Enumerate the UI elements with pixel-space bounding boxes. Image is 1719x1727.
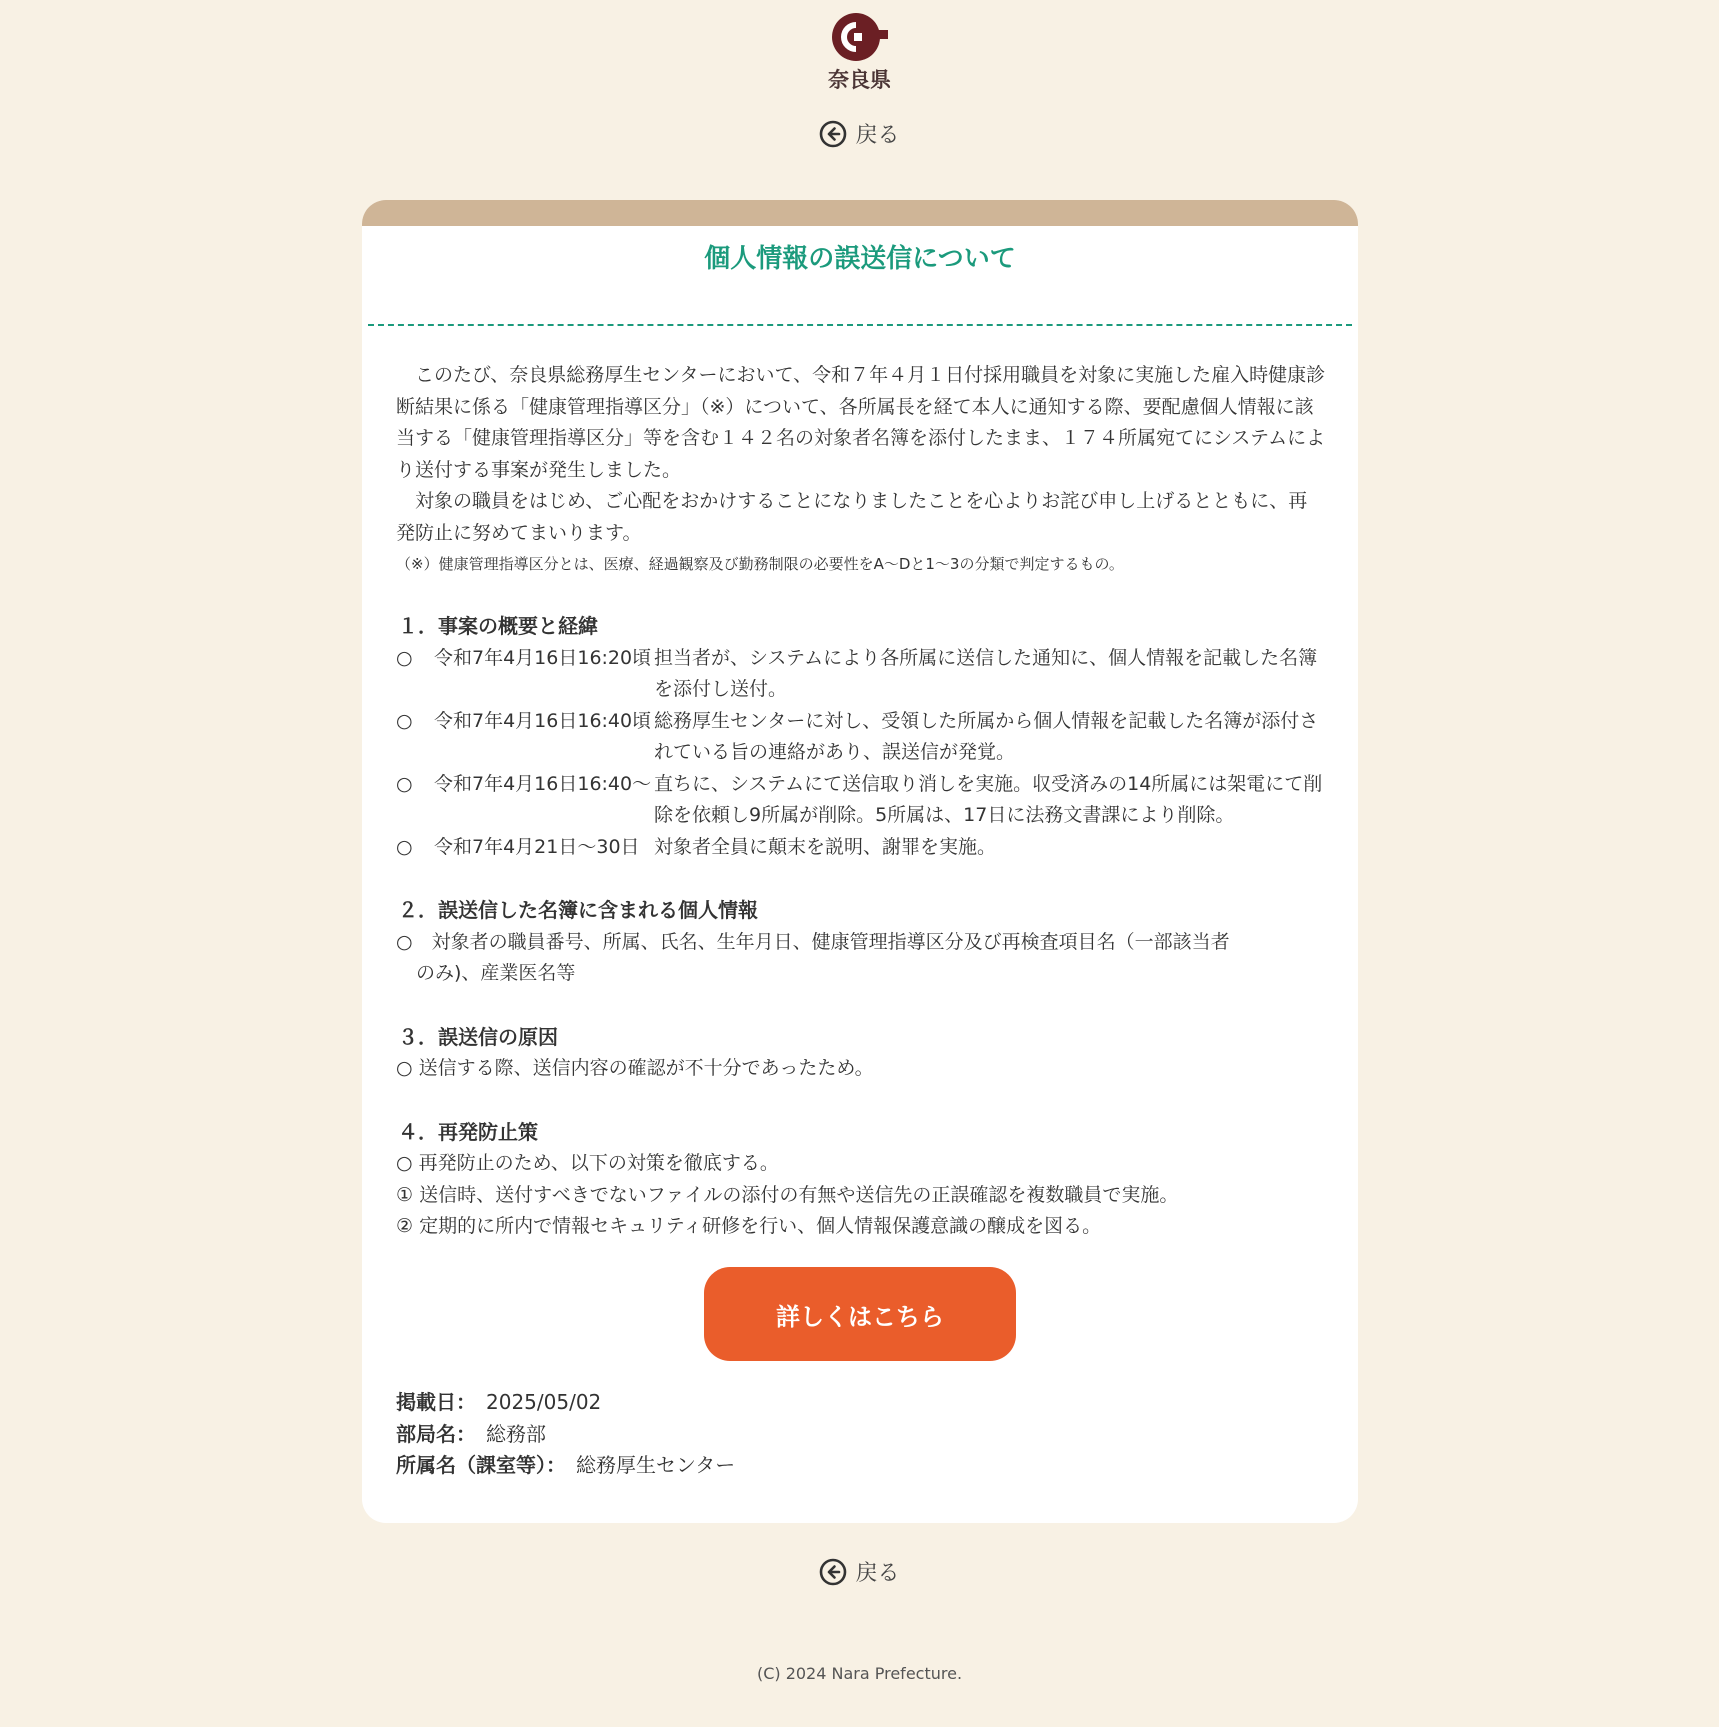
circle-arrow-left-icon [819,1558,847,1586]
timeline-bullet: ○ [396,709,413,732]
section-2-line: のみ)、産業医名等 [416,962,576,984]
intro-paragraph-1: このたび、奈良県総務厚生センターにおいて、令和７年４月１日付採用職員を対象に実施した雇入時健康診断結果に係る「健康管理指導区分」（※）について、各所属長を経て本人に通知する際、要配慮個人情報に該当する「健康管理指導区分」等を含む１４２名の対象者名簿を添付したまま、１７４所属宛てにシステムにより送付する事案が発生しました。 [396,364,1326,481]
article-title: 個人情報の誤送信について [704,244,1016,274]
department-label: 部局名： [396,1421,476,1446]
section-3-heading: ３．誤送信の原因 [398,1024,558,1049]
timeline-date: 令和7年4月21日〜30日 [434,835,640,858]
posted-date-label: 掲載日： [396,1390,476,1414]
timeline-bullet: ○ [396,646,413,669]
logo-name[interactable]: 奈良県 [828,68,891,92]
timeline-text: 総務厚生センターに対し、受領した所属から個人情報を記載した名簿が添付されている旨の連絡があり、誤送信が発覚。 [654,709,1319,763]
card-top-band [362,200,1358,226]
note-text: （※）健康管理指導区分とは、医療、経過観察及び勤務制限の必要性をA〜Dと1〜3の分類で判定するもの。 [396,555,1124,573]
intro-paragraph-2: 対象の職員をはじめ、ご心配をおかけすることになりましたことを心よりお詫び申し上げるとともに、再発防止に努めてまいります。 [396,490,1308,544]
posted-date-value: 2025/05/02 [486,1390,602,1414]
section-4-line: ○ 再発防止のため、以下の対策を徹底する。 [396,1152,779,1174]
section-2-heading: ２．誤送信した名簿に含まれる個人情報 [398,898,758,922]
section-2-line: ○ 対象者の職員番号、所属、氏名、生年月日、健康管理指導区分及び再検査項目名（一部該当者 [396,930,1230,953]
timeline-text: 対象者全員に顛末を説明、謝罪を実施。 [654,835,997,858]
timeline-date: 令和7年4月16日16:20頃 [434,646,652,669]
section-4-heading: ４．再発防止策 [398,1119,538,1144]
timeline-row [396,643,1326,706]
back-label: 戻る [855,123,900,148]
office-label: 所属名（課室等）： [396,1453,566,1477]
back-link-top[interactable] [0,118,1719,154]
copyright: (C) 2024 Nara Prefecture. [756,1664,963,1683]
details-button[interactable]: 詳しくはこちら [704,1267,1016,1361]
back-link-bottom[interactable] [0,1556,1719,1592]
section-3-line: ○ 送信する際、送信内容の確認が不十分であったため。 [396,1057,874,1079]
timeline-row [396,706,1326,769]
timeline-date: 令和7年4月16日16:40〜 [434,772,652,795]
section-4-line: ① 送信時、送付すべきでないファイルの添付の有無や送信先の正誤確認を複数職員で実施。 [396,1183,1179,1206]
article-body [396,360,1326,1243]
timeline-date: 令和7年4月16日16:40頃 [434,709,652,732]
timeline-bullet: ○ [396,835,413,858]
section-1-heading: １．事案の概要と経緯 [398,614,598,638]
timeline-row [396,832,1326,864]
timeline-row [396,769,1326,832]
title-divider [368,324,1352,326]
back-label: 戻る [855,1561,900,1586]
timeline-bullet: ○ [396,772,413,795]
article-meta [396,1387,1326,1482]
timeline-text: 担当者が、システムにより各所属に送信した通知に、個人情報を記載した名簿を添付し送付。 [654,646,1318,700]
circle-arrow-left-icon [819,120,847,148]
timeline-text: 直ちに、システムにて送信取り消しを実施。収受済みの14所属には架電にて削除を依頼し9所属が削除。5所属は、17日に法務文書課により削除。 [654,772,1323,826]
office-value: 総務厚生センター [576,1453,736,1477]
section-4-line: ② 定期的に所内で情報セキュリティ研修を行い、個人情報保護意識の醸成を図る。 [396,1215,1102,1237]
nara-logo-icon[interactable] [830,12,892,62]
article-card [362,200,1358,1523]
department-value: 総務部 [486,1421,546,1446]
